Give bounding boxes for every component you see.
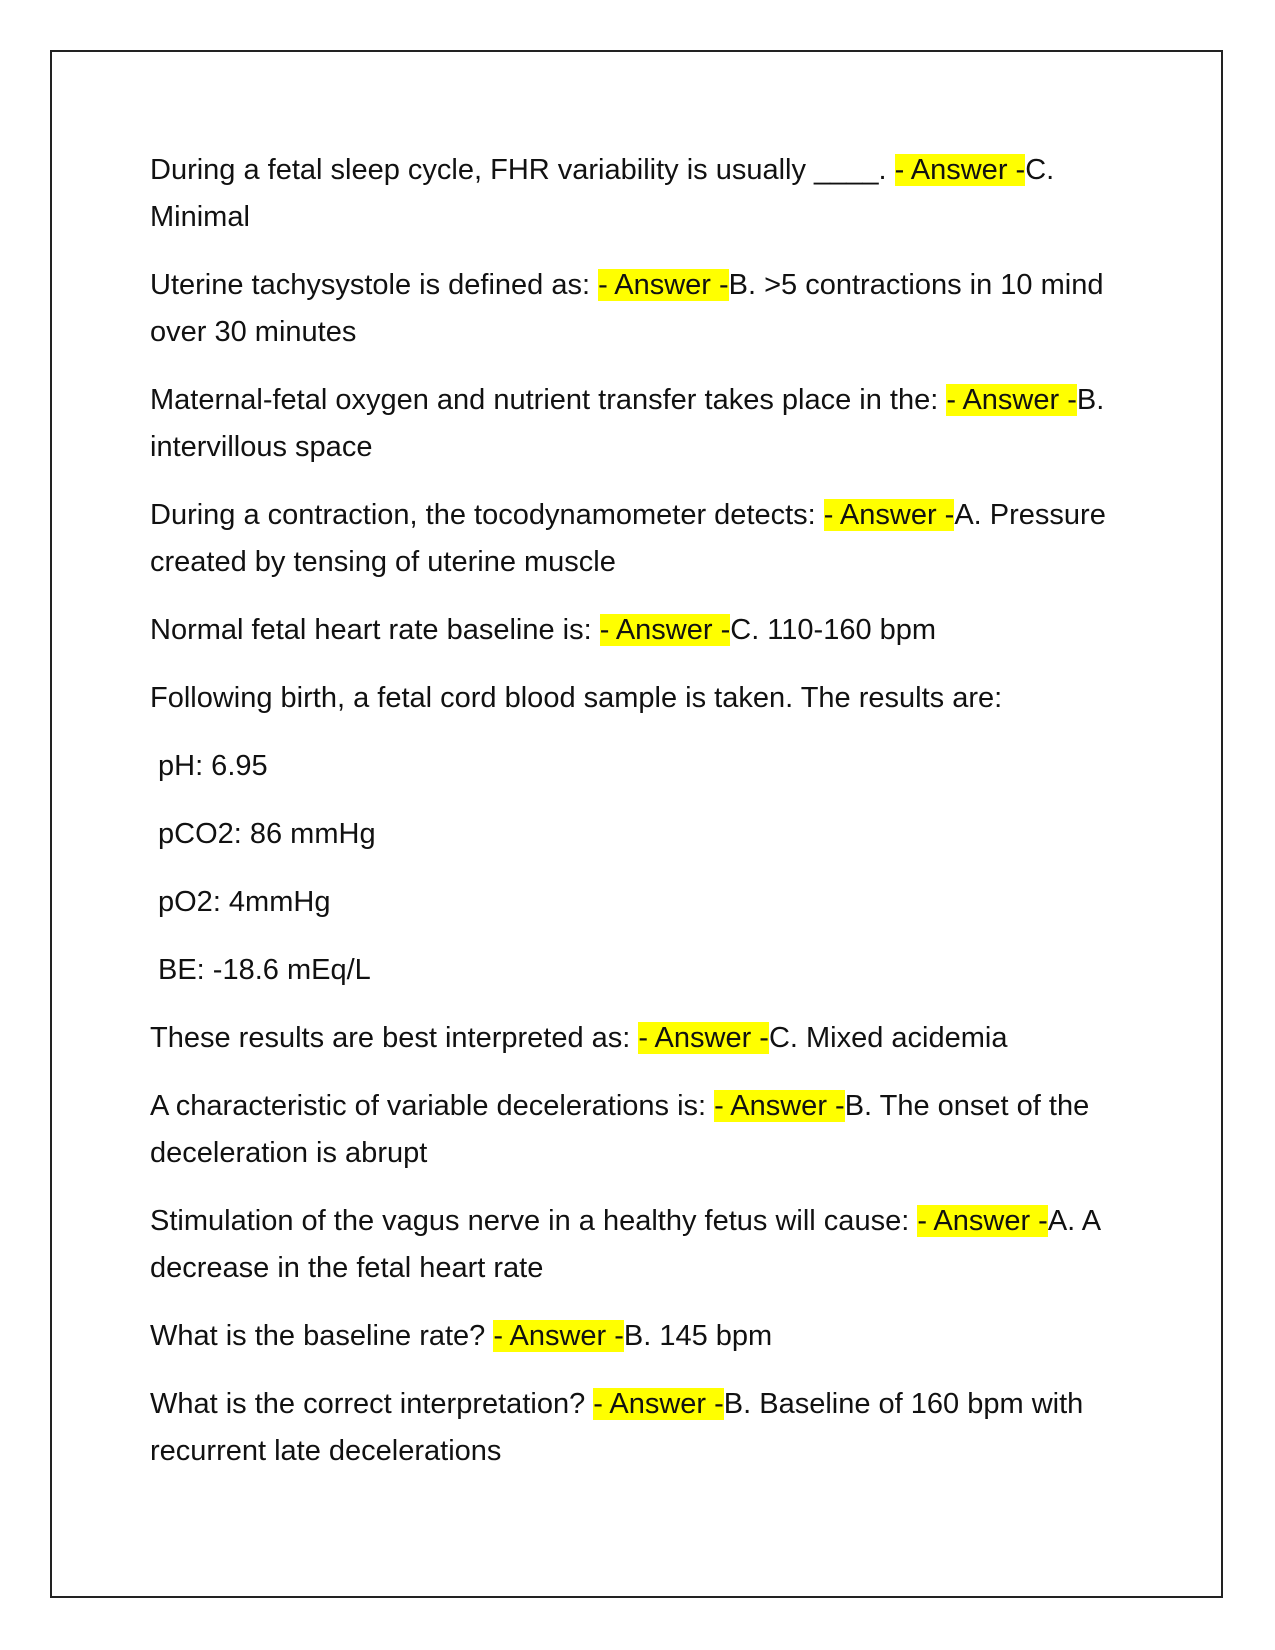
answer-marker: - Answer - xyxy=(598,269,729,301)
answer-text: A. A decrease in the fetal heart rate xyxy=(150,1205,1100,1284)
qa-item xyxy=(150,492,1135,586)
question-text: Maternal-fetal oxygen and nutrient transfer takes place in the: xyxy=(150,384,947,416)
question-text: During a fetal sleep cycle, FHR variability is usually ____. xyxy=(150,154,895,186)
qa-item xyxy=(150,1015,1135,1062)
answer-text: B. intervillous space xyxy=(150,384,1105,463)
question-text: Uterine tachysystole is defined as: xyxy=(150,269,599,301)
lab-result: pH: 6.95 xyxy=(158,750,268,782)
cord-blood-intro: Following birth, a fetal cord blood sample is taken. The results are: xyxy=(150,682,1003,714)
question-text: During a contraction, the tocodynamometer detects: xyxy=(150,499,824,531)
cord-blood-results xyxy=(150,743,1135,994)
question-text: Stimulation of the vagus nerve in a healthy fetus will cause: xyxy=(150,1205,918,1237)
answer-text: B. 145 bpm xyxy=(623,1320,773,1352)
answer-text: C. Minimal xyxy=(150,154,1055,233)
answer-marker: - Answer - xyxy=(714,1090,845,1122)
question-text: What is the correct interpretation? xyxy=(150,1388,594,1420)
answer-marker: - Answer - xyxy=(638,1022,769,1054)
qa-item xyxy=(150,262,1135,356)
qa-item xyxy=(150,1313,1135,1360)
qa-item xyxy=(150,1083,1135,1177)
answer-marker: - Answer - xyxy=(894,154,1026,186)
answer-marker: - Answer - xyxy=(599,614,731,646)
qa-list-before xyxy=(150,147,1135,654)
answer-text: A. Pressure created by tensing of uterine muscle xyxy=(150,499,1106,578)
qa-item xyxy=(150,377,1135,471)
answer-marker: - Answer - xyxy=(493,1320,624,1352)
lab-result: BE: -18.6 mEq/L xyxy=(158,954,371,986)
lab-result: pCO2: 86 mmHg xyxy=(158,818,376,850)
answer-marker: - Answer - xyxy=(593,1388,724,1420)
answer-marker: - Answer - xyxy=(823,499,955,531)
question-text: A characteristic of variable decelerations is: xyxy=(150,1090,715,1122)
question-text: These results are best interpreted as: xyxy=(150,1022,639,1054)
question-text: What is the baseline rate? xyxy=(150,1320,494,1352)
question-text: Normal fetal heart rate baseline is: xyxy=(150,614,600,646)
answer-text: C. Mixed acidemia xyxy=(768,1022,1008,1054)
document-body xyxy=(150,147,1135,1496)
answer-marker: - Answer - xyxy=(946,384,1077,416)
qa-list-after xyxy=(150,1015,1135,1475)
lab-result: pO2: 4mmHg xyxy=(158,886,331,918)
qa-item xyxy=(150,147,1135,241)
answer-text: B. >5 contractions in 10 mind over 30 minutes xyxy=(150,269,1104,348)
answer-text: B. The onset of the deceleration is abrupt xyxy=(150,1090,1090,1169)
answer-text: C. 110-160 bpm xyxy=(730,614,937,646)
answer-text: B. Baseline of 160 bpm with recurrent late decelerations xyxy=(150,1388,1084,1467)
qa-item xyxy=(150,1381,1135,1475)
answer-marker: - Answer - xyxy=(917,1205,1048,1237)
qa-item xyxy=(150,607,1135,654)
qa-item xyxy=(150,1198,1135,1292)
